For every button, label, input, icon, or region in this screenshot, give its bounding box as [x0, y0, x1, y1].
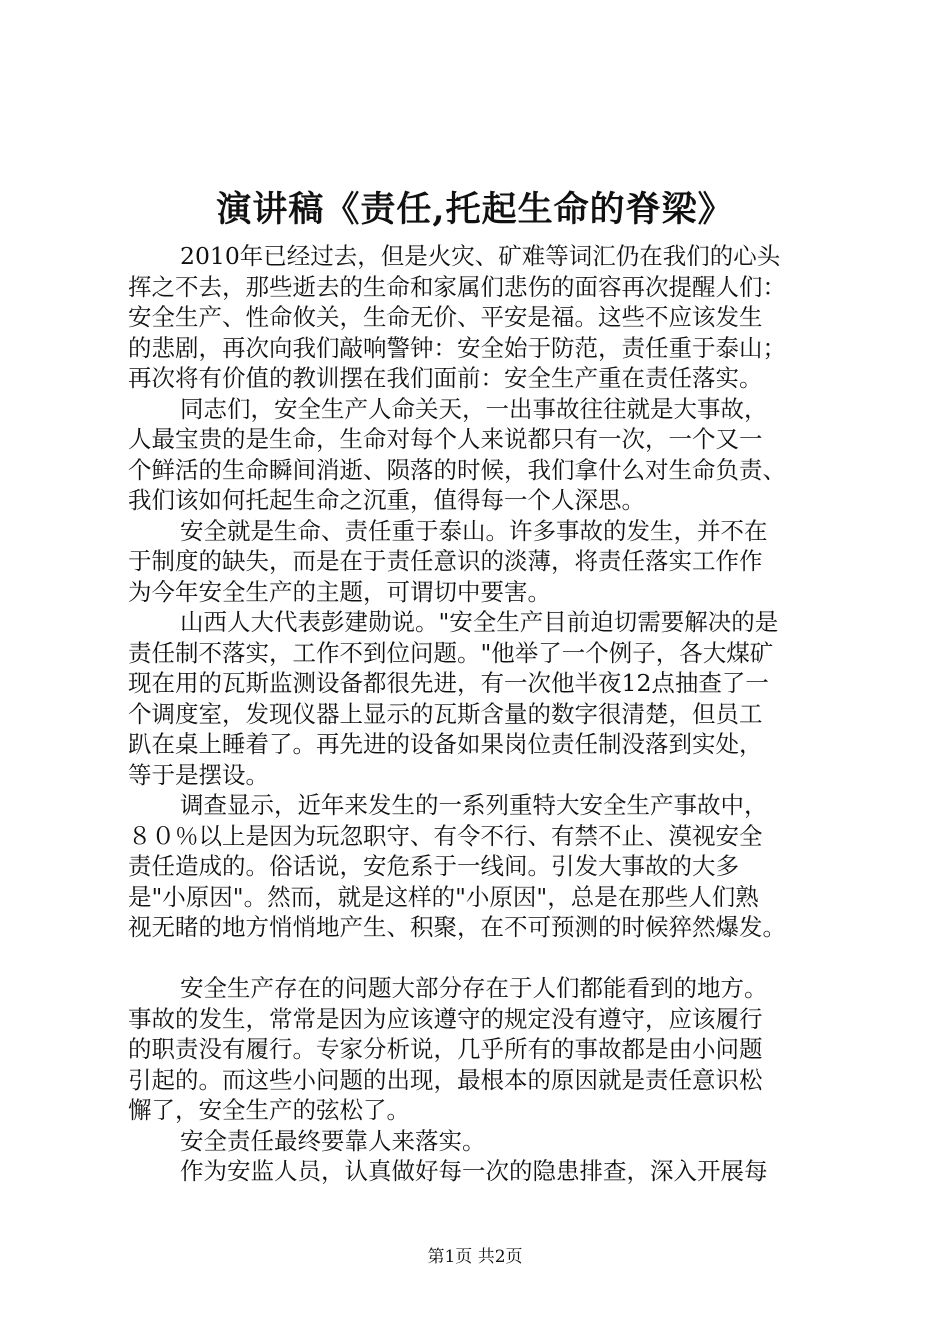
- text-line: 等于是摆设。: [128, 760, 269, 789]
- text-line: 安全责任最终要靠人来落实。: [180, 1126, 486, 1155]
- text-line: 2010年已经过去，但是火灾、矿难等词汇仍在我们的心头: [180, 242, 781, 270]
- text-line: 人最宝贵的是生命，生命对每个人来说都只有一次，一个又一: [128, 425, 763, 453]
- text-line: 视无睹的地方悄悄地产生、积聚，在不可预测的时候猝然爆发。: [128, 913, 786, 941]
- text-line: 安全生产、性命攸关，生命无价、平安是福。这些不应该发生: [128, 303, 763, 331]
- document-body: [128, 241, 838, 1187]
- text-line: 现在用的瓦斯监测设备都很先进，有一次他半夜12点抽查了一: [128, 669, 769, 697]
- text-line: 为今年安全生产的主题，可谓切中要害。: [128, 577, 551, 606]
- text-line: ８０％以上是因为玩忽职守、有令不行、有禁不止、漠视安全: [128, 821, 763, 850]
- text-line: 事故的发生，常常是因为应该遵守的规定没有遵守，应该履行: [128, 1004, 763, 1033]
- text-line: 挥之不去，那些逝去的生命和家属们悲伤的面容再次提醒人们：: [128, 272, 786, 301]
- text-line: 个调度室，发现仪器上显示的瓦斯含量的数字很清楚，但员工: [128, 699, 763, 728]
- text-line: 山西人大代表彭建勋说。"安全生产目前迫切需要解决的是: [180, 608, 779, 636]
- text-line: 引起的。而这些小问题的出现，最根本的原因就是责任意识松: [128, 1065, 763, 1094]
- text-line: 责任造成的。俗话说，安危系于一线间。引发大事故的大多: [128, 852, 739, 880]
- text-line: 我们该如何托起生命之沉重，值得每一个人深思。: [128, 486, 645, 514]
- text-line: 趴在桌上睡着了。再先进的设备如果岗位责任制没落到实处，: [128, 730, 763, 758]
- text-line: 的职责没有履行。专家分析说，几乎所有的事故都是由小问题: [128, 1035, 763, 1063]
- text-line: 调查显示，近年来发生的一系列重特大安全生产事故中，: [180, 791, 768, 819]
- text-line: 安全生产存在的问题大部分存在于人们都能看到的地方。: [180, 974, 768, 1002]
- text-line: 个鲜活的生命瞬间消逝、陨落的时候，我们拿什么对生命负责、: [128, 455, 786, 484]
- text-line: 于制度的缺失，而是在于责任意识的淡薄，将责任落实工作作: [128, 547, 763, 575]
- page-footer: 第1页 共2页: [427, 1247, 523, 1267]
- text-line: 是"小原因"。然而，就是这样的"小原因"，总是在那些人们熟: [128, 882, 759, 911]
- text-line: 作为安监人员，认真做好每一次的隐患排查，深入开展每: [180, 1157, 768, 1185]
- text-line: 安全就是生命、责任重于泰山。许多事故的发生，并不在: [180, 516, 768, 545]
- document-title: 演讲稿《责任,托起生命的脊梁》: [216, 189, 734, 230]
- text-line: 同志们，安全生产人命关天，一出事故往往就是大事故，: [180, 394, 768, 423]
- text-line: 的悲剧，再次向我们敲响警钟：安全始于防范，责任重于泰山；: [128, 333, 786, 362]
- text-line: 再次将有价值的教训摆在我们面前：安全生产重在责任落实。: [128, 364, 763, 392]
- text-line: [128, 943, 838, 974]
- text-line: 责任制不落实，工作不到位问题。"他举了一个例子，各大煤矿: [128, 638, 774, 667]
- text-line: 懈了，安全生产的弦松了。: [128, 1096, 410, 1124]
